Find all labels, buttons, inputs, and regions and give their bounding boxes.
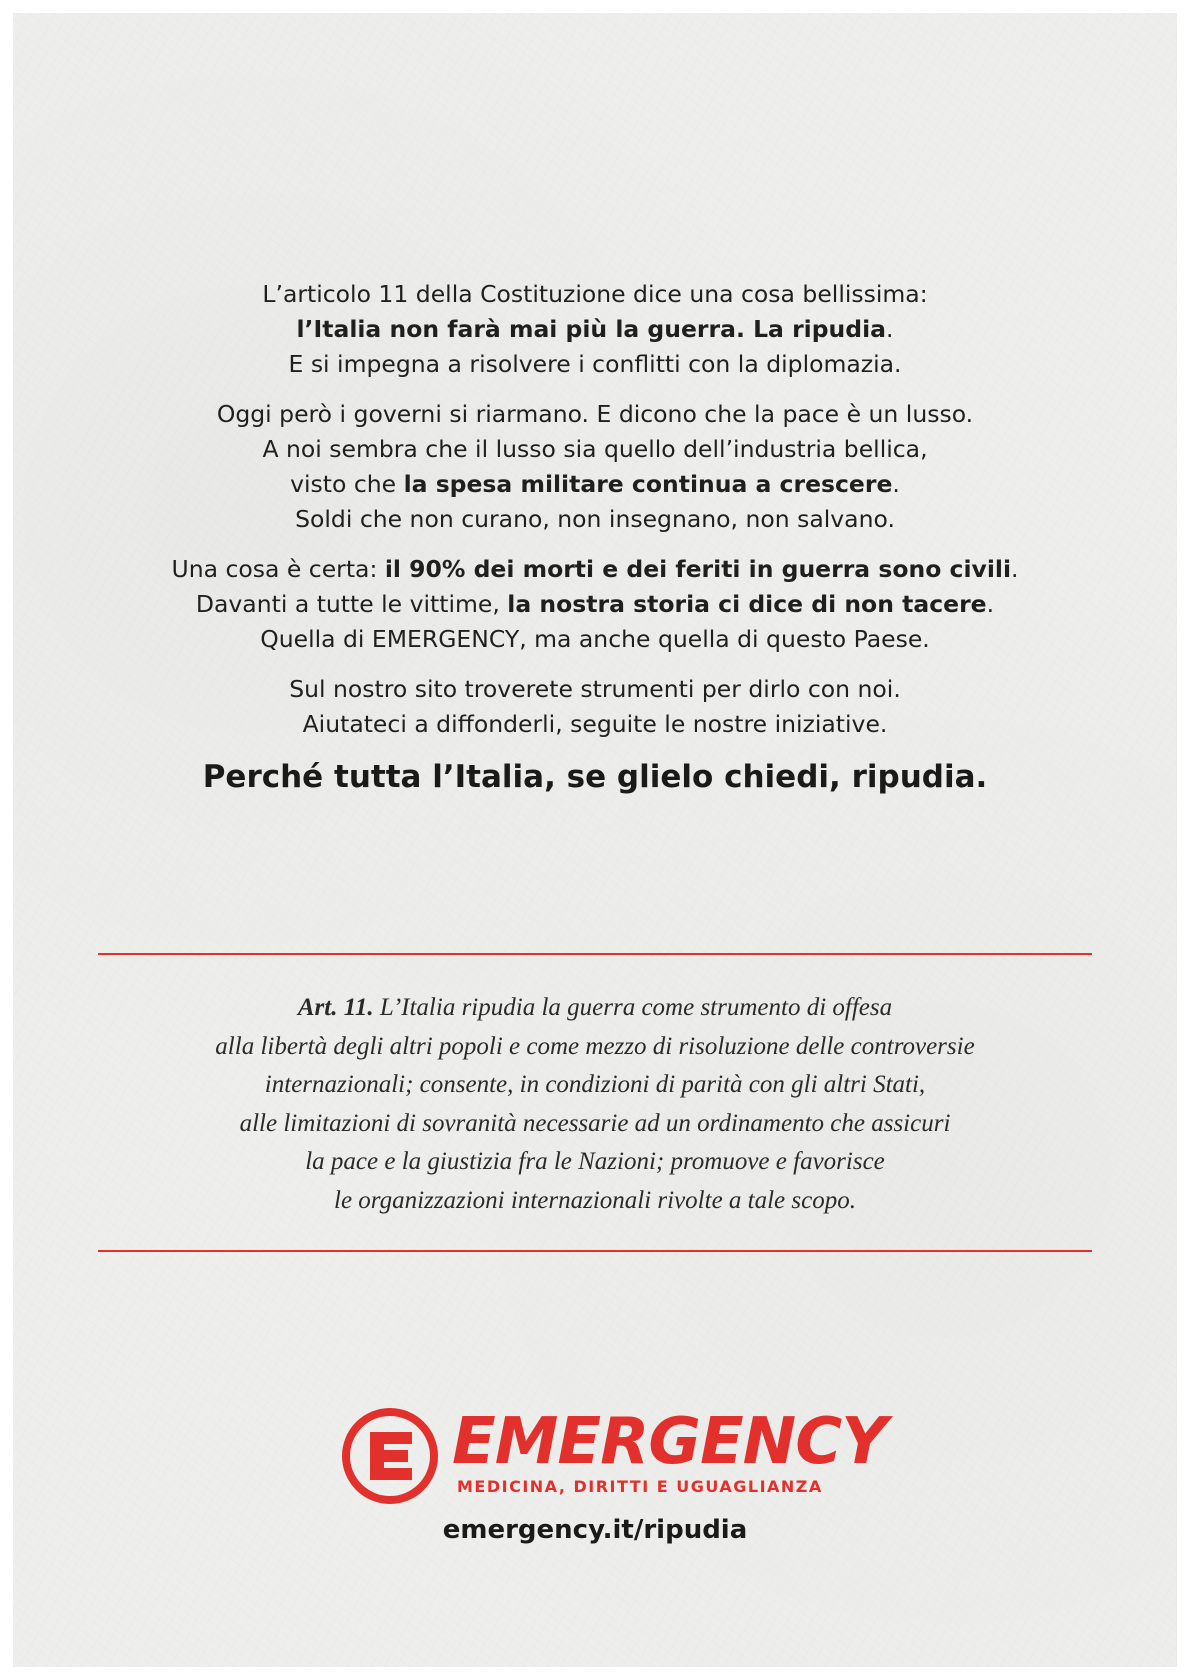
manifesto-line <box>0 622 1190 657</box>
article-first-line <box>0 989 1190 1028</box>
emphasis-text: la nostra storia ci dice di non tacere <box>507 590 987 618</box>
top-red-divider <box>98 953 1092 955</box>
article-label: Art. 11. <box>297 994 374 1021</box>
article-line: internazionali; consente, in condizioni di parità con gli altri Stati, <box>264 1071 926 1098</box>
article-line: la pace e la giustizia fra le Nazioni; promuove e favorisce <box>305 1148 885 1175</box>
article-line: alle limitazioni di sovranità necessarie ad un ordinamento che assicuri <box>239 1109 951 1137</box>
body-text: Sul nostro sito troverete strumenti per dirlo con noi. <box>289 675 901 703</box>
body-text: Oggi però i governi si riarmano. E dicono che la pace è un lusso. <box>216 400 974 428</box>
body-text: Soldi che non curano, non insegnano, non salvano. <box>295 505 895 533</box>
manifesto-paragraphs <box>0 277 1190 742</box>
manifesto-line <box>0 277 1190 312</box>
manifesto-paragraph <box>0 277 1190 382</box>
manifesto-line <box>0 432 1190 467</box>
article-line: alla libertà degli altri popoli e come mezzo di risoluzione delle controversie <box>215 1032 975 1060</box>
emphasis-text: l’Italia non farà mai più la guerra. La ripudia <box>296 315 887 343</box>
closing-statement: Perché tutta l’Italia, se glielo chiedi, ripudia. <box>202 759 988 795</box>
manifesto-line <box>0 312 1190 347</box>
body-text: A noi sembra che il lusso sia quello dell’industria bellica, <box>262 435 928 463</box>
body-text: Aiutateci a diffonderli, seguite le nostre iniziative. <box>302 710 888 738</box>
manifesto-line <box>0 587 1190 622</box>
emphasis-text: la spesa militare continua a crescere <box>403 470 893 498</box>
article-line: le organizzazioni internazionali rivolte a tale scopo. <box>334 1186 856 1214</box>
body-text: Una cosa è certa: <box>171 555 385 583</box>
emergency-e-icon <box>340 1406 440 1506</box>
body-text: visto che <box>290 470 404 498</box>
manifesto-line <box>0 502 1190 537</box>
manifesto-line <box>0 467 1190 502</box>
manifesto-line <box>0 552 1190 587</box>
body-text: . <box>886 315 894 343</box>
emphasis-text: il 90% dei morti e dei feriti in guerra sono civili <box>384 555 1011 583</box>
body-text: . <box>986 590 995 618</box>
body-text: L’articolo 11 della Costituzione dice una cosa bellissima: <box>262 280 928 308</box>
body-text: . <box>892 470 900 498</box>
manifesto-line <box>0 707 1190 742</box>
bottom-red-divider <box>98 1250 1092 1252</box>
body-text: . <box>1011 555 1019 583</box>
manifesto-line <box>0 672 1190 707</box>
emergency-logo <box>340 1405 887 1506</box>
body-text: E si impegna a risolvere i conflitti con la diplomazia. <box>288 350 902 378</box>
manifesto-line <box>0 347 1190 382</box>
article-line: L’Italia ripudia la guerra come strumento di offesa <box>373 994 893 1021</box>
manifesto-paragraph <box>0 397 1190 537</box>
logo-tagline: MEDICINA, DIRITTI E UGUAGLIANZA <box>457 1477 823 1496</box>
body-text: Quella di EMERGENCY, ma anche quella di questo Paese. <box>260 625 930 653</box>
article-11-quote <box>0 989 1190 1220</box>
website-link[interactable]: emergency.it/ripudia <box>442 1515 748 1545</box>
manifesto-paragraph <box>0 672 1190 742</box>
body-text: Davanti a tutte le vittime, <box>195 590 508 618</box>
manifesto-paragraph <box>0 552 1190 657</box>
logo-wordmark: EMERGENCY <box>452 1405 887 1479</box>
manifesto-line <box>0 397 1190 432</box>
manifesto-text <box>0 277 1190 797</box>
